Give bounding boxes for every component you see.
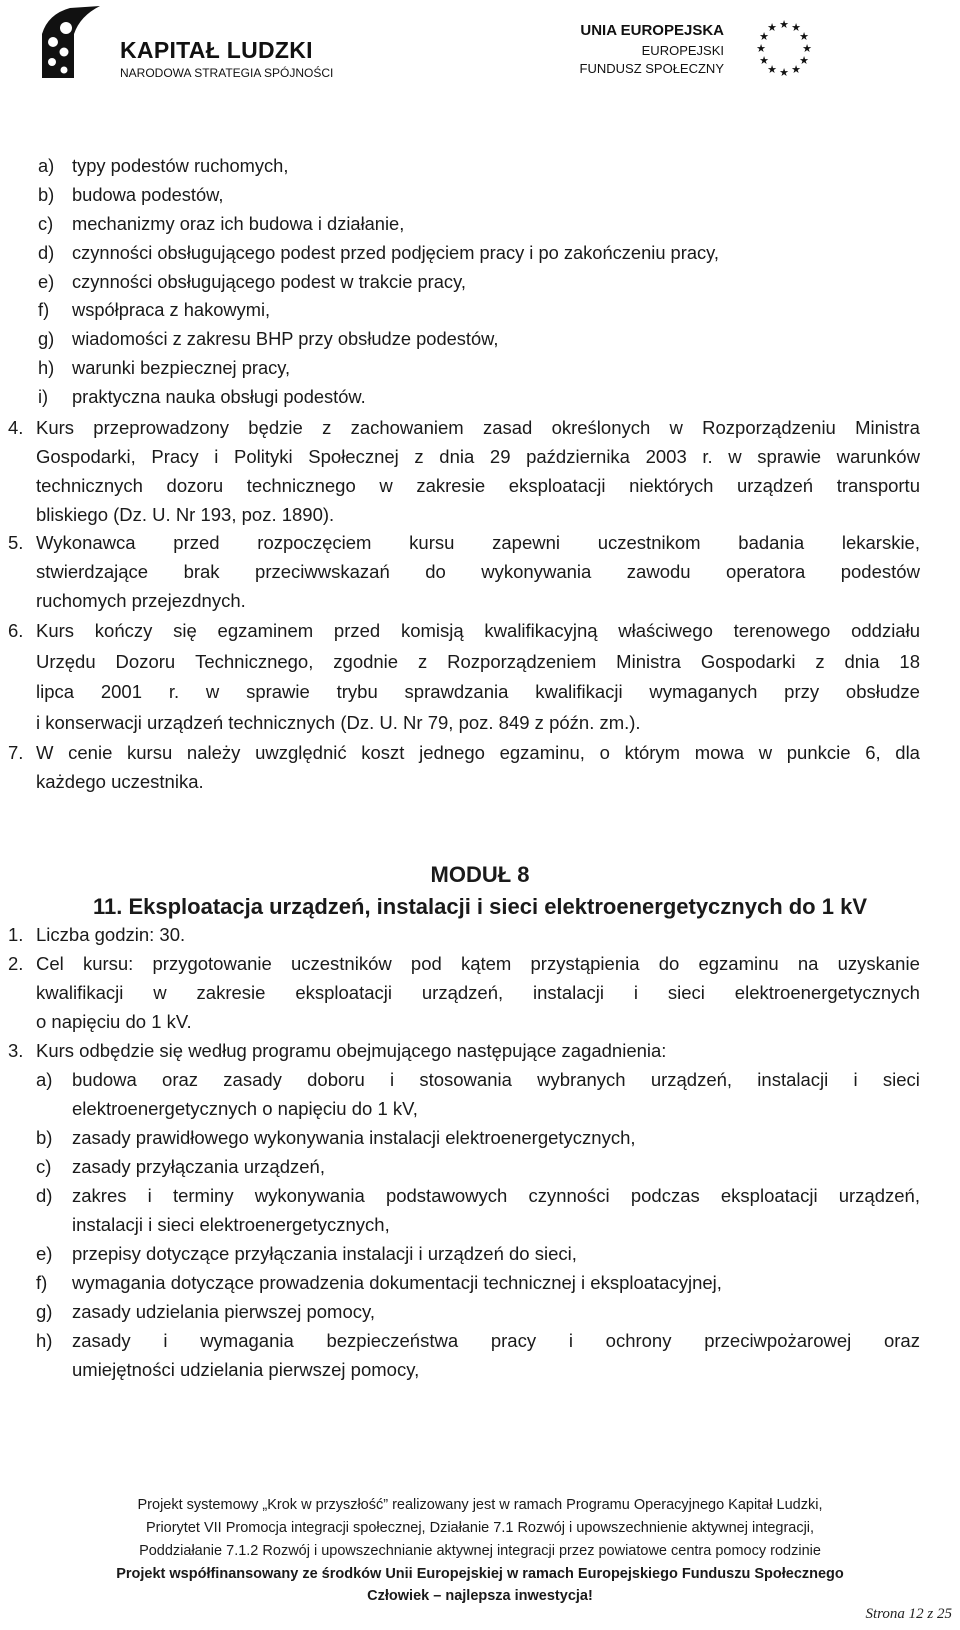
paragraph-line: Kurs kończy się egzaminem przed komisją kwalifikacyjną właściwego terenowego oddziału [36,620,920,641]
list-item-text: wymagania dotyczące prowadzenia dokumentacji technicznej i eksploatacyjnej, [72,1272,722,1293]
eu-subtitle-2: FUNDUSZ SPOŁECZNY [579,61,724,76]
paragraph-line: ruchomych przejezdnych. [36,590,246,611]
paragraph-line: każdego uczestnika. [36,771,204,792]
kapital-ludzki-emblem-icon [40,4,112,80]
list-item-text: typy podestów ruchomych, [72,155,289,176]
paragraph-line: Kurs odbędzie się według programu obejmującego następujące zagadnienia: [36,1040,667,1061]
footer-line-1: Projekt systemowy „Krok w przyszłość” realizowany jest w ramach Programu Operacyjnego Kapitał Ludzki, [137,1497,823,1513]
list-item-text: zasady przyłączania urządzeń, [72,1156,325,1177]
kapital-ludzki-logo [40,4,350,80]
list-marker: c) [38,213,54,234]
list-marker: d) [36,1185,53,1206]
eu-logo [556,18,936,78]
list-marker: i) [38,386,49,407]
svg-text:★: ★ [791,21,801,34]
svg-text:★: ★ [767,21,777,34]
svg-text:★: ★ [779,18,789,31]
list-marker: e) [36,1243,53,1264]
list-item-text: warunki bezpiecznej pracy, [72,357,291,378]
list-item-text: czynności obsługującego podest przed podjęciem pracy i po zakończeniu pracy, [72,242,719,263]
paragraph-line: o napięciu do 1 kV. [36,1011,192,1032]
list-item-text: zasady i wymagania bezpieczeństwa pracy i ochrony przeciwpożarowej oraz [72,1330,920,1351]
paragraph-number: 6. [8,620,24,641]
paragraph-line: Cel kursu: przygotowanie uczestników pod kątem przystąpienia do egzaminu na uzyskanie [36,953,920,974]
list-marker: b) [36,1127,53,1148]
page-number: Strona 12 z 25 [865,1606,952,1622]
list-item-text: praktyczna nauka obsługi podestów. [72,386,366,407]
list-marker: d) [38,242,55,263]
paragraph-line: Gospodarki, Pracy i Polityki Społecznej z dnia 29 października 2003 r. w sprawie warunków [36,446,920,467]
paragraph-number: 1. [8,924,24,945]
svg-text:★: ★ [759,30,769,43]
list-item-text: instalacji i sieci elektroenergetycznych, [72,1214,390,1235]
list-marker: a) [36,1069,53,1090]
list-marker: c) [36,1156,52,1177]
module-title: 11. Eksploatacja urządzeń, instalacji i sieci elektroenergetycznych do 1 kV [92,894,867,919]
list-item-text: zasady prawidłowego wykonywania instalacji elektroenergetycznych, [72,1127,636,1148]
list-item-text: przepisy dotyczące przyłączania instalacji i urządzeń do sieci, [72,1243,577,1264]
list-item-text: zasady udzielania pierwszej pomocy, [72,1301,376,1322]
svg-text:★: ★ [756,42,766,55]
paragraph-line: W cenie kursu należy uwzględnić koszt jednego egzaminu, o którym mowa w punkcie 6, dla [36,742,920,763]
footer-line-5: Człowiek – najlepsza inwestycja! [367,1588,593,1604]
module-label: MODUŁ 8 [430,862,530,887]
list-marker: h) [38,357,55,378]
list-marker: b) [38,184,55,205]
svg-text:★: ★ [799,30,809,43]
paragraph-line: bliskiego (Dz. U. Nr 193, poz. 1890). [36,504,335,525]
list-item-text: czynności obsługującego podest w trakcie pracy, [72,271,466,292]
kapital-ludzki-title: KAPITAŁ LUDZKI [120,37,313,63]
list-item-text: współpraca z hakowymi, [72,299,271,320]
list-marker: e) [38,271,55,292]
paragraph-number: 2. [8,953,24,974]
list-item-text: umiejętności udzielania pierwszej pomocy, [72,1359,420,1380]
list-marker: g) [38,328,55,349]
paragraph-number: 7. [8,742,24,763]
footer-line-4: Projekt współfinansowany ze środków Unii Europejskiej w ramach Europejskiego Funduszu Społecznego [116,1566,844,1582]
footer-line-2: Priorytet VII Promocja integracji społecznej, Działanie 7.1 Rozwój i upowszechnienie aktywnej integracji, [145,1520,815,1536]
paragraph-line: technicznych dozoru technicznego w zakresie eksploatacji niektórych urządzeń transportu [36,475,920,496]
list-item-text: budowa oraz zasady doboru i stosowania wybranych urządzeń, instalacji i sieci [72,1069,920,1090]
list-marker: g) [36,1301,53,1322]
paragraph-line: Kurs przeprowadzony będzie z zachowaniem zasad określonych w Rozporządzeniu Ministra [36,417,920,438]
list-item-text: zakres i terminy wykonywania podstawowych czynności podczas eksploatacji urządzeń, [72,1185,920,1206]
list-marker: h) [36,1330,53,1351]
paragraph-number: 4. [8,417,24,438]
paragraph-line: lipca 2001 r. w sprawie trybu sprawdzania kwalifikacji wymaganych przy obsłudze [36,681,920,702]
eu-subtitle-1: EUROPEJSKI [641,43,724,58]
paragraph-line: Wykonawca przed rozpoczęciem kursu zapewni uczestnikom badania lekarskie, [36,532,920,553]
paragraph-line: Liczba godzin: 30. [36,924,186,945]
list-marker: f) [36,1272,48,1293]
paragraph-line: i konserwacji urządzeń technicznych (Dz. U. Nr 79, poz. 849 z późn. zm.). [36,711,641,733]
paragraph-line: stwierdzające brak przeciwwskazań do wykonywania zawodu operatora podestów [36,561,920,582]
list-marker: f) [38,299,50,320]
svg-text:★: ★ [779,66,789,78]
eu-stars-icon [752,18,816,78]
paragraph-number: 5. [8,532,24,553]
list-item-text: mechanizmy oraz ich budowa i działanie, [72,213,405,234]
svg-text:★: ★ [767,63,777,76]
list-item-text: budowa podestów, [72,184,224,205]
paragraph-number: 3. [8,1040,24,1061]
svg-text:★: ★ [799,54,809,67]
footer-line-3: Poddziałanie 7.1.2 Rozwój i upowszechnianie aktywnej integracji przez powiatowe centra pomocy rodzinie [139,1543,821,1559]
list-item-text: elektroenergetycznych o napięciu do 1 kV, [72,1098,418,1119]
kapital-ludzki-subtitle: NARODOWA STRATEGIA SPÓJNOŚCI [120,66,334,80]
list-marker: a) [38,155,55,176]
svg-text:★: ★ [802,42,812,55]
eu-title: UNIA EUROPEJSKA [580,22,724,39]
paragraph-line: kwalifikacji w zakresie eksploatacji urządzeń, instalacji i sieci elektroenergetycznych [36,982,920,1003]
svg-text:★: ★ [759,54,769,67]
paragraph-line: Urzędu Dozoru Technicznego, zgodnie z Rozporządzeniem Ministra Gospodarki z dnia 18 [36,650,920,672]
svg-text:★: ★ [791,63,801,76]
list-item-text: wiadomości z zakresu BHP przy obsłudze podestów, [72,328,499,349]
